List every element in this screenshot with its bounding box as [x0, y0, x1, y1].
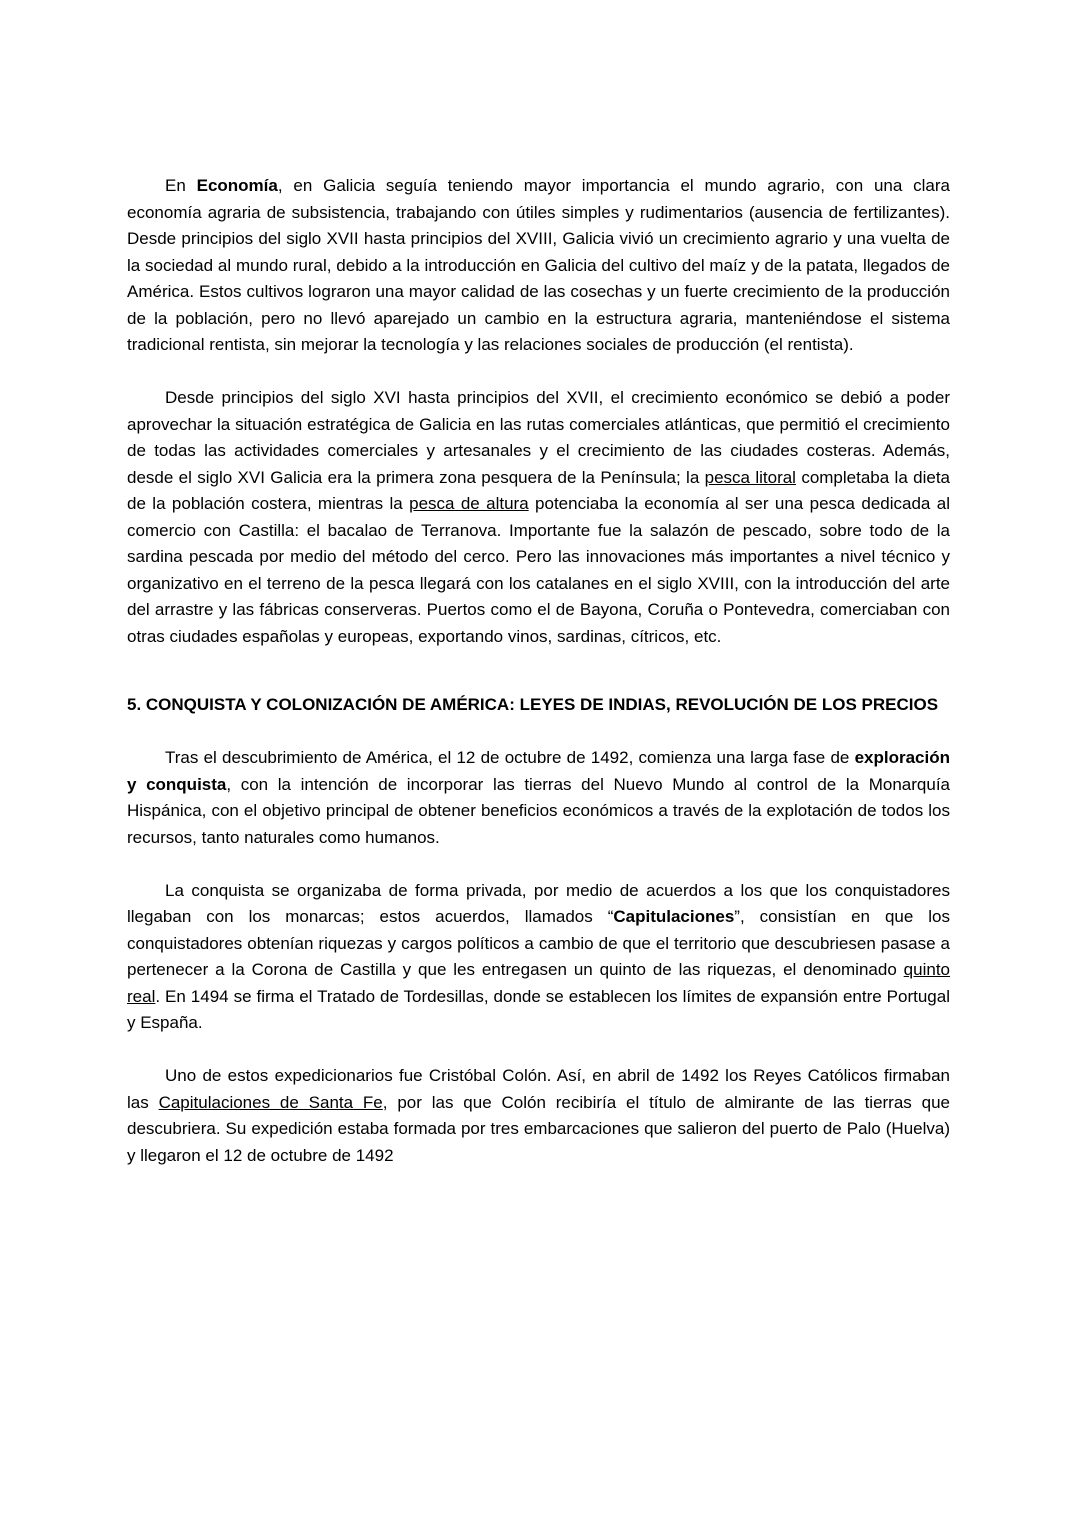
text-segment: Uno de estos expedicionarios fue Cristóbal Colón. Así, en abril de 1492 los Reyes Católicos firmaban las	[127, 1066, 950, 1112]
paragraph	[127, 385, 950, 650]
text-segment: En	[165, 176, 197, 195]
paragraph	[127, 1063, 950, 1169]
text-segment: potenciaba la economía al ser una pesca dedicada al comercio con Castilla: el bacalao de Terranova. Importante fue la salazón de pescado, sobre todo de la sardina pescada por medio del método del cerco. Pero las innovaciones más importantes a nivel técnico y organizativo en el terreno de la pesca llegará con los catalanes en el siglo XVIII, con la introducción del arte del arrastre y las fábricas conserveras. Puertos como el de Bayona, Coruña o Pontevedra, comerciaban con otras ciudades españolas y europeas, exportando vinos, sardinas, cítricos, etc.	[127, 494, 950, 646]
text-segment: Capitulaciones de Santa Fe	[158, 1092, 383, 1112]
text-segment: , con la intención de incorporar las tierras del Nuevo Mundo al control de la Monarquía Hispánica, con el objetivo principal de obtener beneficios económicos a través de la explotación de todos los recursos, tanto naturales como humanos.	[127, 774, 950, 847]
text-segment: completaba la dieta de la población costera, mientras la	[127, 467, 950, 513]
text-segment: Desde principios del siglo XVI hasta principios del XVII, el crecimiento económico se debió a poder aprovechar la situación estratégica de Galicia en las rutas comerciales atlánticas, que permitió el crecimiento de todas las actividades comerciales y artesanales y el crecimiento de las ciudades costeras. Además, desde el siglo XVI Galicia era la primera zona pesquera de la Península; la	[127, 388, 950, 487]
text-segment: pesca de altura	[409, 494, 529, 513]
text-segment: , en Galicia seguía teniendo mayor importancia el mundo agrario, con una clara economía agraria de subsistencia, trabajando con útiles simples y rudimentarios (ausencia de fertilizantes). Desde principios del siglo XVII hasta principios del XVIII, Galicia vivió un crecimiento agrario y una vuelta de la sociedad al mundo rural, debido a la introducción en Galicia del cultivo del maíz y de la patata, llegados de América. Estos cultivos lograron una mayor calidad de las cosechas y un fuerte crecimiento de la producción de la población, pero no llevó aparejado un cambio en la estructura agraria, manteniéndose el sistema tradicional rentista, sin mejorar la tecnología y las relaciones sociales de producción (el rentista).	[127, 176, 950, 354]
text-segment: exploración y conquista	[127, 748, 950, 794]
section-heading	[127, 692, 950, 719]
paragraph	[127, 173, 950, 359]
text-segment: quinto real	[127, 960, 950, 1006]
text-segment: , por las que Colón recibiría el título de almirante de las tierras que descubriera. Su expedición estaba formada por tres embarcaciones que salieron del puerto de Palo (Huelva) y llegaron el 12 de octubre de 1492	[127, 1092, 950, 1165]
text-segment: Tras el descubrimiento de América, el 12 de octubre de 1492, comienza una larga fase de	[165, 748, 855, 767]
text-segment: Economía	[196, 176, 278, 195]
text-segment: . En 1494 se firma el Tratado de Tordesillas, donde se establecen los límites de expansión entre Portugal y España.	[127, 986, 950, 1032]
document-body	[127, 173, 950, 1169]
text-segment: pesca litoral	[704, 467, 796, 487]
text-segment: Capitulaciones	[613, 907, 735, 926]
paragraph	[127, 745, 950, 851]
paragraph	[127, 878, 950, 1037]
text-segment: 5. CONQUISTA Y COLONIZACIÓN DE AMÉRICA: LEYES DE INDIAS, REVOLUCIÓN DE LOS PRECIOS	[127, 695, 939, 714]
text-segment: La conquista se organizaba de forma privada, por medio de acuerdos a los que los conquistadores llegaban con los monarcas; estos acuerdos, llamados “	[127, 880, 950, 926]
text-segment: ”, consistían en que los conquistadores obtenían riquezas y cargos políticos a cambio de que el territorio que descubriesen pasase a pertenecer a la Corona de Castilla y que les entregasen un quinto de las riquezas, el denominado	[127, 907, 950, 979]
